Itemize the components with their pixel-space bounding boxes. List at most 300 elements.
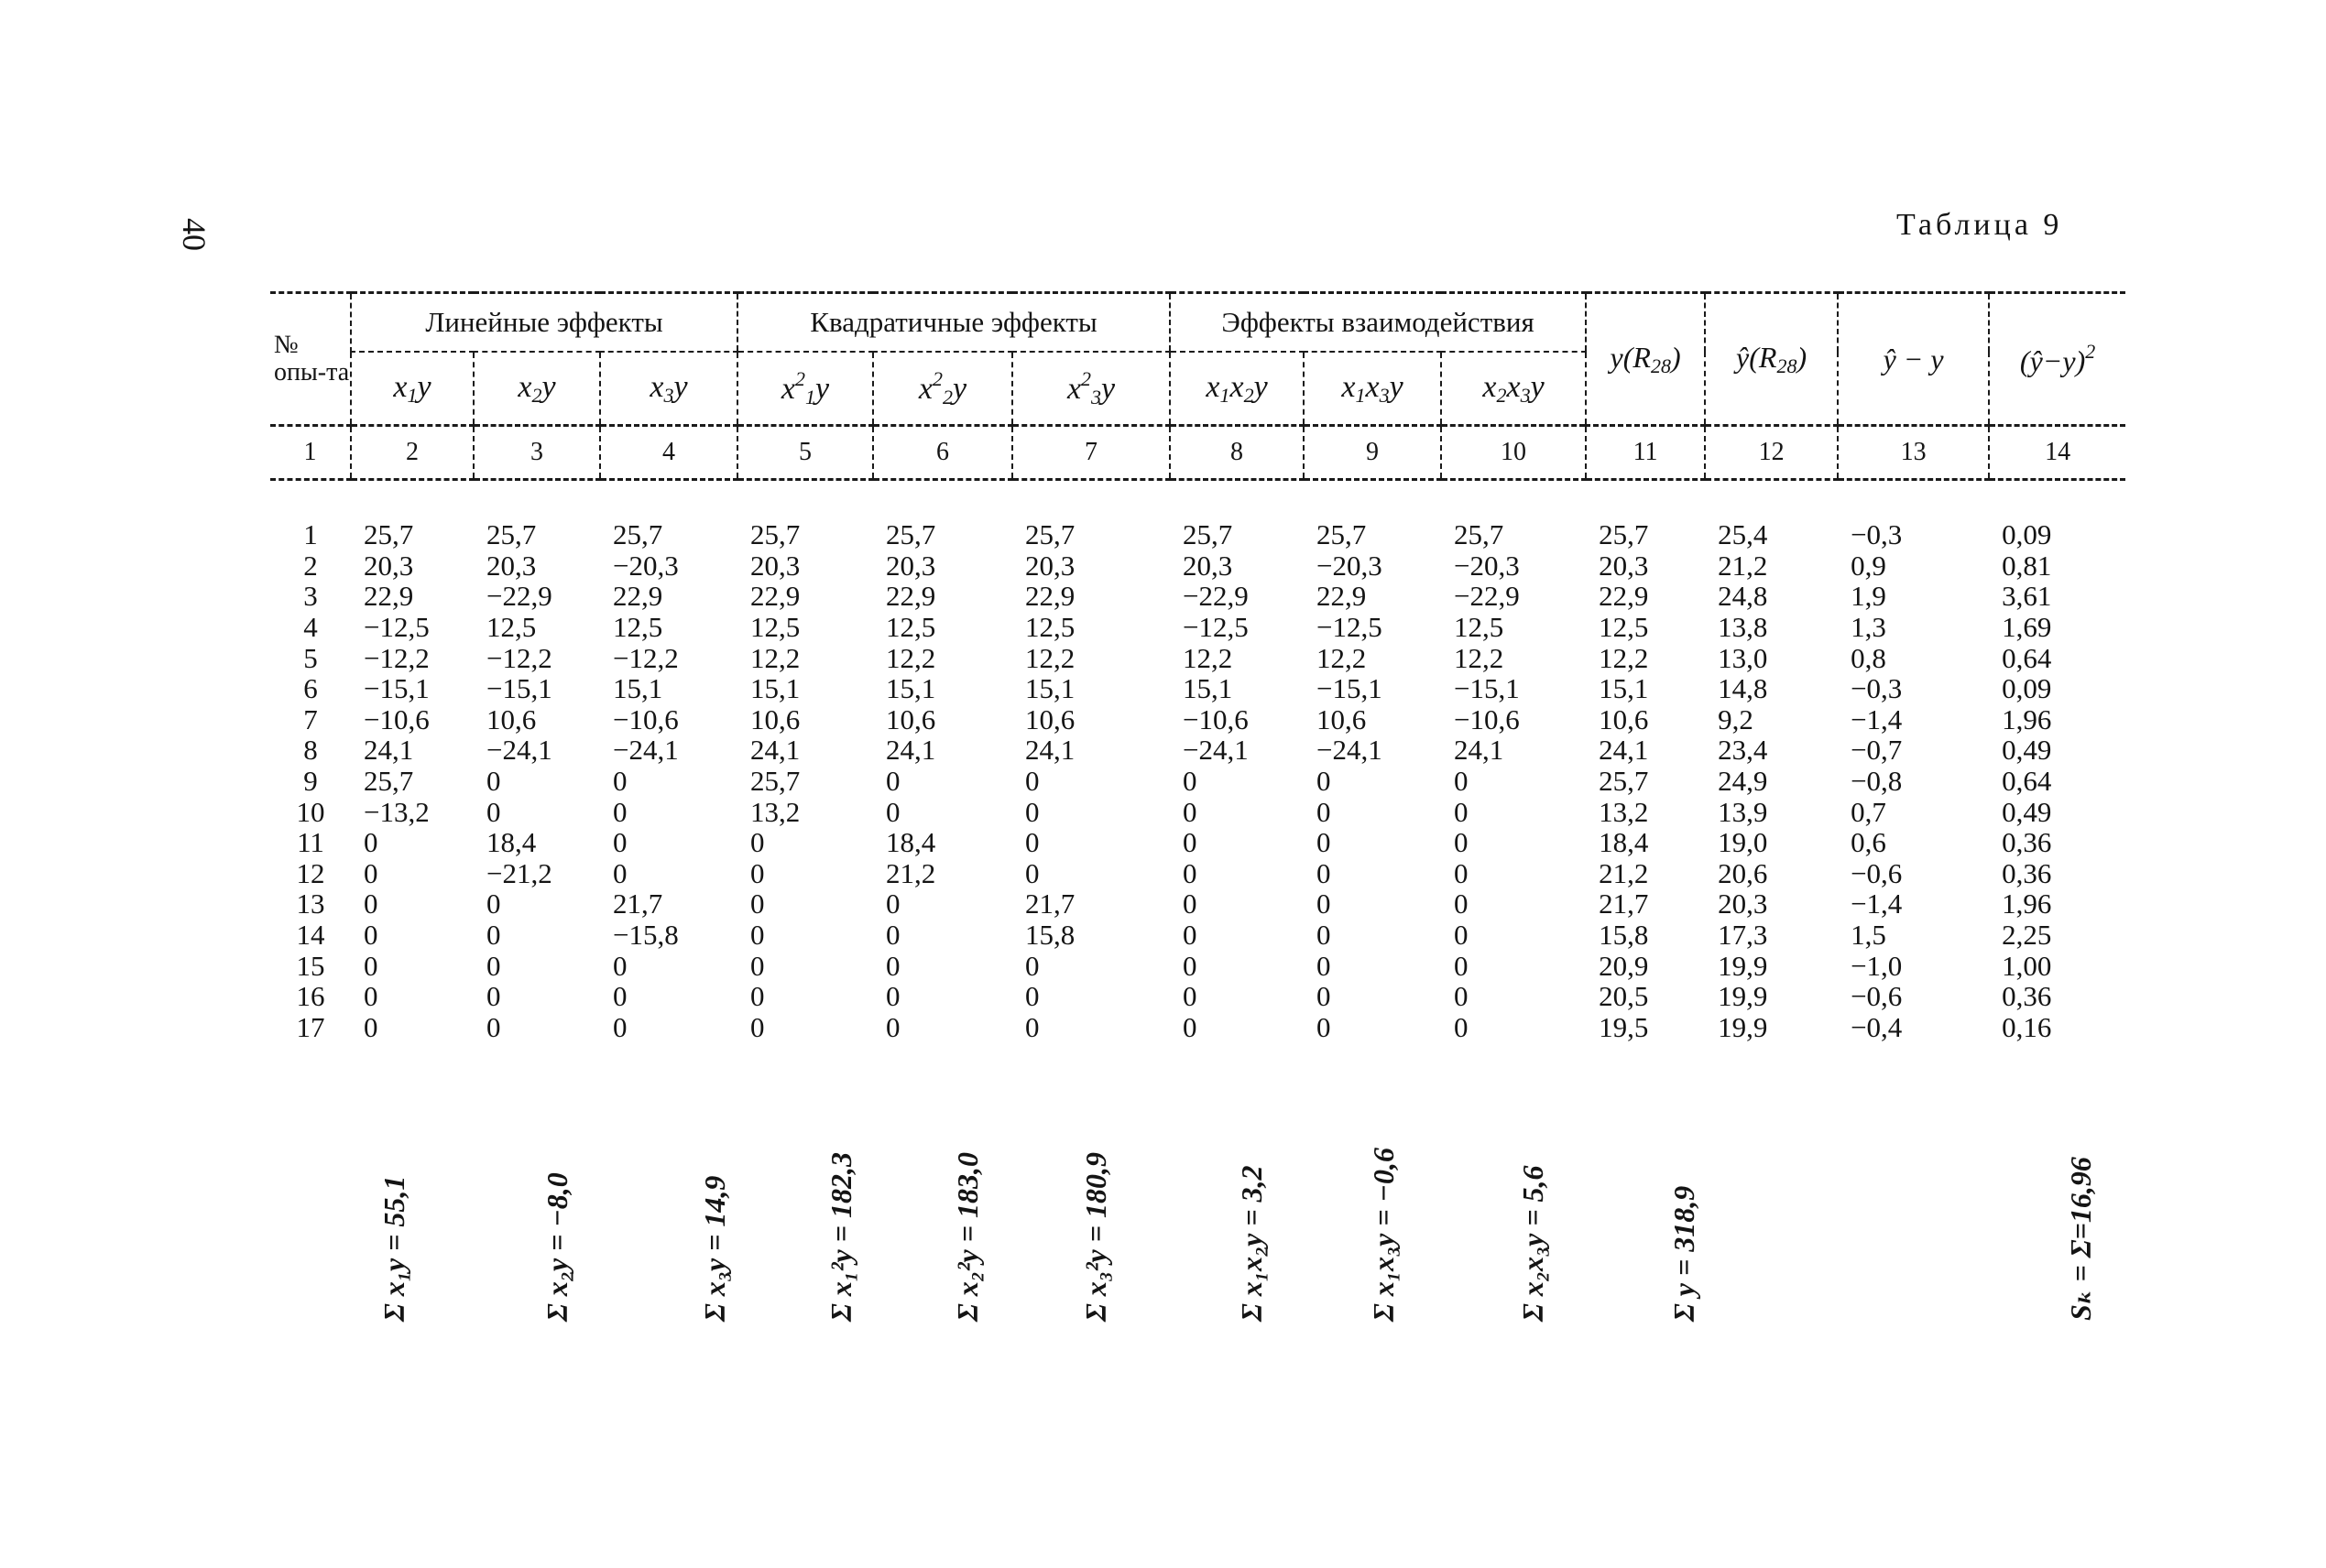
header-x3sq-y: $x^2_3y$: [1012, 352, 1170, 426]
table-cell: 0,36: [2002, 980, 2052, 1013]
table-cell: 0,64: [2002, 641, 2052, 674]
table-cell: 0: [1316, 919, 1331, 952]
table-cell: −21,2: [486, 856, 552, 889]
table-cell: 25,7: [1454, 518, 1504, 551]
table-cell: 0: [1316, 856, 1331, 889]
table-cell: 21,2: [1599, 856, 1649, 889]
table-cell: 0: [1316, 949, 1331, 982]
sum-x2x3y: Σ x₂x₃y = 5,6: [1516, 1165, 1549, 1322]
row-number: 16: [296, 980, 325, 1013]
table-cell: −15,1: [1454, 672, 1520, 705]
table-cell: 0: [486, 949, 501, 982]
header-group-row: [270, 293, 2125, 353]
table-cell: 0: [750, 1010, 765, 1043]
sum-x3sq-y: Σ x₃²y = 180,9: [1079, 1152, 1112, 1322]
table-cell: 0: [364, 949, 378, 982]
table-cell: −22,9: [1454, 580, 1520, 613]
table-row: [270, 1012, 2125, 1043]
table-cell: 0,6: [1851, 826, 1886, 859]
header-group-linear: Линейные эффекты: [351, 293, 737, 353]
table-cell: 22,9: [1025, 580, 1076, 613]
table-cell: 0,09: [2002, 518, 2052, 551]
table-cell: 1,3: [1851, 611, 1886, 644]
table-cell: 25,7: [1316, 518, 1367, 551]
table-cell: 0: [486, 795, 501, 828]
table-row: [270, 550, 2125, 582]
table-cell: 0: [1025, 765, 1040, 798]
table-cell: 10,6: [750, 702, 801, 735]
table-cell: −12,2: [613, 641, 679, 674]
table-cell: 15,1: [613, 672, 663, 705]
table-cell: −12,2: [364, 641, 430, 674]
table-cell: 2,25: [2002, 919, 2052, 952]
table-cell: 1,9: [1851, 580, 1886, 613]
table-cell: 3,61: [2002, 580, 2052, 613]
table-row: [270, 766, 2125, 797]
col-number-2: 2: [351, 426, 474, 480]
table-cell: 0: [1454, 1010, 1469, 1043]
table-cell: 0: [613, 795, 628, 828]
table-cell: 17,3: [1718, 919, 1768, 952]
table-cell: −15,1: [486, 672, 552, 705]
row-number: 17: [296, 1010, 325, 1043]
table-cell: 22,9: [886, 580, 936, 613]
header-x1sq-y: $x^2_1y$: [737, 352, 873, 426]
table-cell: 0: [1025, 826, 1040, 859]
table-cell: 0: [1454, 826, 1469, 859]
row-number: 4: [303, 611, 318, 644]
table-cell: 0,49: [2002, 734, 2052, 767]
table-cell: 25,7: [1025, 518, 1076, 551]
row-number: 11: [297, 826, 324, 859]
table-cell: 0,36: [2002, 826, 2052, 859]
table-cell: −24,1: [1316, 734, 1382, 767]
spacer-row: [270, 480, 2125, 520]
table-cell: 0: [613, 1010, 628, 1043]
table-cell: 0: [1025, 949, 1040, 982]
table-cell: 0: [1454, 980, 1469, 1013]
table-cell: −12,5: [364, 611, 430, 644]
col-number-13: 13: [1838, 426, 1989, 480]
header-x1x3y: $x_1x_3y$: [1304, 352, 1441, 426]
row-number: 2: [303, 549, 318, 582]
table-cell: 0: [1316, 1010, 1331, 1043]
table-body: [270, 480, 2125, 1043]
table-cell: 0: [613, 980, 628, 1013]
table-cell: 20,3: [1025, 549, 1076, 582]
page-number: 40: [176, 218, 213, 251]
table-row: [270, 981, 2125, 1012]
table-cell: 12,5: [1454, 611, 1504, 644]
table-cell: 19,9: [1718, 980, 1768, 1013]
table-caption: Таблица 9: [1896, 208, 2063, 242]
table-cell: −22,9: [1183, 580, 1249, 613]
table-cell: 0: [364, 826, 378, 859]
table-row: [270, 950, 2125, 981]
table-row: [270, 673, 2125, 704]
table-cell: 25,7: [886, 518, 936, 551]
table-cell: 1,5: [1851, 919, 1886, 952]
table-cell: 24,1: [1599, 734, 1649, 767]
table-cell: −10,6: [364, 702, 430, 735]
table-cell: 0: [613, 856, 628, 889]
header-yhat-minus-y-squared: (ŷ−y)$^2$: [1989, 293, 2125, 426]
table-cell: −0,4: [1851, 1010, 1903, 1043]
table-cell: 25,7: [364, 518, 414, 551]
col-number-14: 14: [1989, 426, 2125, 480]
table-cell: 10,6: [886, 702, 936, 735]
table-cell: 20,3: [750, 549, 801, 582]
table-cell: 0: [1025, 980, 1040, 1013]
table-cell: −0,8: [1851, 765, 1903, 798]
table-cell: 12,5: [613, 611, 663, 644]
table-cell: −12,5: [1316, 611, 1382, 644]
col-number-7: 7: [1012, 426, 1170, 480]
header-x3y: $x_3y$: [600, 352, 737, 426]
table-cell: 19,0: [1718, 826, 1768, 859]
table-cell: 0: [1025, 795, 1040, 828]
table-cell: 15,1: [1183, 672, 1233, 705]
table-cell: 0,09: [2002, 672, 2052, 705]
table-cell: −0,7: [1851, 734, 1903, 767]
table-cell: 1,96: [2002, 702, 2052, 735]
table-row: [270, 827, 2125, 858]
table-cell: 0: [364, 980, 378, 1013]
row-number: 14: [296, 919, 325, 952]
table-cell: 0: [364, 856, 378, 889]
table-cell: 24,1: [750, 734, 801, 767]
table-cell: 22,9: [613, 580, 663, 613]
table-cell: 20,6: [1718, 856, 1768, 889]
row-number: 13: [296, 887, 325, 920]
table-cell: 20,3: [364, 549, 414, 582]
table-cell: 0,36: [2002, 856, 2052, 889]
table-row: [270, 920, 2125, 951]
table-cell: 15,1: [886, 672, 936, 705]
table-cell: −10,6: [1183, 702, 1249, 735]
table-cell: −12,2: [486, 641, 552, 674]
row-number: 8: [303, 734, 318, 767]
table-cell: 25,7: [750, 518, 801, 551]
table-cell: −24,1: [486, 734, 552, 767]
table-cell: 23,4: [1718, 734, 1768, 767]
results-table: [270, 291, 2125, 1042]
col-number-10: 10: [1441, 426, 1586, 480]
table-cell: 1,00: [2002, 949, 2052, 982]
table-cell: 22,9: [750, 580, 801, 613]
table-cell: 13,8: [1718, 611, 1768, 644]
table-cell: 0: [1183, 980, 1197, 1013]
col-number-3: 3: [474, 426, 600, 480]
table-cell: 12,5: [886, 611, 936, 644]
table-cell: 0,16: [2002, 1010, 2052, 1043]
table-cell: 0,49: [2002, 795, 2052, 828]
table-cell: 19,9: [1718, 1010, 1768, 1043]
table-cell: −20,3: [1454, 549, 1520, 582]
table-cell: −24,1: [1183, 734, 1249, 767]
table-cell: 0: [1316, 795, 1331, 828]
row-number: 1: [303, 518, 318, 551]
table-cell: 20,3: [1718, 887, 1768, 920]
row-number: 9: [303, 765, 318, 798]
sum-x1x2y: Σ x₁x₂y = 3,2: [1235, 1165, 1268, 1322]
sum-x2sq-y: Σ x₂²y = 183,0: [951, 1152, 984, 1322]
table-cell: 24,9: [1718, 765, 1768, 798]
header-group-quadratic: Квадратичные эффекты: [737, 293, 1170, 353]
table-cell: 13,2: [1599, 795, 1649, 828]
table-cell: 0: [750, 856, 765, 889]
table-cell: 0: [886, 949, 901, 982]
table-cell: 0: [750, 826, 765, 859]
table-cell: 15,8: [1025, 919, 1076, 952]
table-cell: −24,1: [613, 734, 679, 767]
table-cell: 12,2: [1316, 641, 1367, 674]
table-cell: −0,6: [1851, 856, 1903, 889]
table-cell: 0,64: [2002, 765, 2052, 798]
table-cell: 0: [1183, 887, 1197, 920]
table-cell: 0: [886, 795, 901, 828]
table-row: [270, 796, 2125, 827]
table-cell: −13,2: [364, 795, 430, 828]
table-cell: 25,7: [1183, 518, 1233, 551]
table-cell: 0: [1025, 856, 1040, 889]
table-cell: 24,1: [1025, 734, 1076, 767]
table-cell: 0: [750, 980, 765, 1013]
row-number: 5: [303, 641, 318, 674]
table-cell: 21,2: [1718, 549, 1768, 582]
table-cell: 0: [1454, 795, 1469, 828]
table-cell: 0: [364, 919, 378, 952]
col-number-4: 4: [600, 426, 737, 480]
col-number-12: 12: [1705, 426, 1838, 480]
table-cell: 20,3: [886, 549, 936, 582]
table-cell: 0: [886, 919, 901, 952]
table-cell: 18,4: [1599, 826, 1649, 859]
table-cell: 12,2: [750, 641, 801, 674]
table-cell: −1,4: [1851, 887, 1903, 920]
table-cell: 24,1: [364, 734, 414, 767]
table-cell: 0: [486, 765, 501, 798]
col-number-9: 9: [1304, 426, 1441, 480]
table-cell: 0: [1454, 919, 1469, 952]
table-cell: 0: [1454, 887, 1469, 920]
header-x2sq-y: $x^2_2y$: [873, 352, 1012, 426]
col-number-11: 11: [1586, 426, 1705, 480]
table-cell: 0,7: [1851, 795, 1886, 828]
table-cell: 0: [364, 887, 378, 920]
table-cell: 0: [886, 980, 901, 1013]
table-cell: 22,9: [1599, 580, 1649, 613]
table-cell: 0: [1183, 765, 1197, 798]
table-cell: 20,3: [1183, 549, 1233, 582]
table-cell: 0: [364, 1010, 378, 1043]
table-cell: 12,2: [1454, 641, 1504, 674]
table-cell: 12,2: [1599, 641, 1649, 674]
table-cell: 0: [1316, 887, 1331, 920]
table-cell: 19,9: [1718, 949, 1768, 982]
table-cell: 21,7: [613, 887, 663, 920]
table-cell: 25,7: [1599, 765, 1649, 798]
sum-x1sq-y: Σ x₁²y = 182,3: [824, 1152, 857, 1322]
table-cell: 1,69: [2002, 611, 2052, 644]
table-cell: −12,5: [1183, 611, 1249, 644]
table-cell: 0: [1316, 826, 1331, 859]
table-cell: 15,1: [1599, 672, 1649, 705]
table-cell: 0: [1454, 949, 1469, 982]
table-cell: −0,3: [1851, 672, 1903, 705]
row-number: 3: [303, 580, 318, 613]
table-cell: 0,8: [1851, 641, 1886, 674]
sum-y: Σ y = 318,9: [1667, 1185, 1700, 1322]
table-cell: 21,7: [1025, 887, 1076, 920]
table-cell: 13,9: [1718, 795, 1768, 828]
row-number: 15: [296, 949, 325, 982]
table-cell: 12,5: [1599, 611, 1649, 644]
table-cell: 0: [750, 887, 765, 920]
table-cell: 14,8: [1718, 672, 1768, 705]
table-row: [270, 612, 2125, 643]
table-cell: 1,96: [2002, 887, 2052, 920]
table-cell: 25,7: [750, 765, 801, 798]
row-number: 7: [303, 702, 318, 735]
table-cell: 21,7: [1599, 887, 1649, 920]
table-cell: 21,2: [886, 856, 936, 889]
table-cell: 0: [1183, 949, 1197, 982]
table-row: [270, 735, 2125, 766]
table-cell: 10,6: [1025, 702, 1076, 735]
table-cell: 0: [486, 887, 501, 920]
table-cell: −0,6: [1851, 980, 1903, 1013]
table-cell: 25,7: [1599, 518, 1649, 551]
table-row: [270, 888, 2125, 920]
table-cell: 0,9: [1851, 549, 1886, 582]
row-number: 6: [303, 672, 318, 705]
table-cell: 0: [886, 887, 901, 920]
table-cell: 0: [1454, 856, 1469, 889]
table-cell: 0: [1183, 856, 1197, 889]
table-cell: 12,2: [886, 641, 936, 674]
table-cell: −1,4: [1851, 702, 1903, 735]
table-cell: 24,8: [1718, 580, 1768, 613]
table-row: [270, 858, 2125, 889]
table-cell: 10,6: [486, 702, 537, 735]
table-cell: 0: [1183, 795, 1197, 828]
table-cell: −15,8: [613, 919, 679, 952]
table-cell: 12,5: [750, 611, 801, 644]
table-cell: 19,5: [1599, 1010, 1649, 1043]
sum-x2y: Σ x₂y = −8,0: [541, 1172, 573, 1322]
table-cell: 0: [613, 826, 628, 859]
header-yhat-r28: $ŷ(R_{28})$: [1705, 293, 1838, 426]
table-cell: 25,7: [364, 765, 414, 798]
table-cell: 0: [613, 765, 628, 798]
sum-x1x3y: Σ x₁x₃y = −0,6: [1367, 1148, 1400, 1322]
table-cell: 18,4: [886, 826, 936, 859]
table-cell: 0: [1183, 826, 1197, 859]
header-x2y: $x_2y$: [474, 352, 600, 426]
table-cell: 0: [1183, 919, 1197, 952]
table-cell: 13,0: [1718, 641, 1768, 674]
header-x2x3y: $x_2x_3y$: [1441, 352, 1586, 426]
table-row: [270, 704, 2125, 735]
table-row: [270, 519, 2125, 550]
col-number-1: 1: [270, 426, 351, 480]
table-cell: 10,6: [1599, 702, 1649, 735]
table-cell: 12,2: [1183, 641, 1233, 674]
sum-x3y: Σ x₃y = 14,9: [698, 1175, 731, 1322]
table-cell: 20,5: [1599, 980, 1649, 1013]
table-cell: 0: [1454, 765, 1469, 798]
table-cell: 12,5: [486, 611, 537, 644]
table-cell: 25,4: [1718, 518, 1768, 551]
table-cell: 24,1: [886, 734, 936, 767]
row-number: 12: [296, 856, 325, 889]
table-cell: 15,8: [1599, 919, 1649, 952]
table-cell: 0: [486, 1010, 501, 1043]
table-cell: 0: [486, 919, 501, 952]
table-cell: 22,9: [1316, 580, 1367, 613]
table-cell: 24,1: [1454, 734, 1504, 767]
col-number-8: 8: [1170, 426, 1304, 480]
table-cell: 20,9: [1599, 949, 1649, 982]
table-row: [270, 581, 2125, 612]
header-y-r28: $y(R_{28})$: [1586, 293, 1705, 426]
table-cell: −10,6: [613, 702, 679, 735]
table-cell: 0: [886, 1010, 901, 1043]
col-number-6: 6: [873, 426, 1012, 480]
sum-sr: Sₖ = Σ=16,96: [2064, 1157, 2097, 1321]
table-cell: −0,3: [1851, 518, 1903, 551]
table-cell: 0: [486, 980, 501, 1013]
table-cell: −20,3: [1316, 549, 1382, 582]
header-group-interaction: Эффекты взаимодействия: [1170, 293, 1586, 353]
table-cell: −15,1: [1316, 672, 1382, 705]
table-cell: 12,5: [1025, 611, 1076, 644]
table-cell: −15,1: [364, 672, 430, 705]
table-cell: 0: [750, 919, 765, 952]
table-cell: 15,1: [1025, 672, 1076, 705]
table-row: [270, 642, 2125, 673]
col-number-5: 5: [737, 426, 873, 480]
table-cell: 0: [1316, 765, 1331, 798]
table-cell: 10,6: [1316, 702, 1367, 735]
table-cell: 20,3: [1599, 549, 1649, 582]
table-cell: 25,7: [486, 518, 537, 551]
header-x1x2y: $x_1x_2y$: [1170, 352, 1304, 426]
header-yhat-minus-y: ŷ − y: [1838, 293, 1989, 426]
table-cell: 15,1: [750, 672, 801, 705]
table-cell: −22,9: [486, 580, 552, 613]
table-cell: 25,7: [613, 518, 663, 551]
header-x1y: $x_1y$: [351, 352, 474, 426]
table-cell: 0: [1316, 980, 1331, 1013]
table-cell: 22,9: [364, 580, 414, 613]
table-cell: 9,2: [1718, 702, 1753, 735]
table-cell: 0: [1025, 1010, 1040, 1043]
row-number: 10: [296, 795, 325, 828]
header-row-no: № опы-та: [270, 293, 351, 426]
table-cell: 0: [886, 765, 901, 798]
table-cell: −1,0: [1851, 949, 1903, 982]
table-cell: −10,6: [1454, 702, 1520, 735]
table-cell: 0: [750, 949, 765, 982]
header-number-row: [270, 426, 2125, 480]
table-cell: 20,3: [486, 549, 537, 582]
table-cell: −20,3: [613, 549, 679, 582]
table-cell: 0: [1183, 1010, 1197, 1043]
table-cell: 12,2: [1025, 641, 1076, 674]
sum-x1y: Σ x₁y = 55,1: [377, 1175, 410, 1322]
